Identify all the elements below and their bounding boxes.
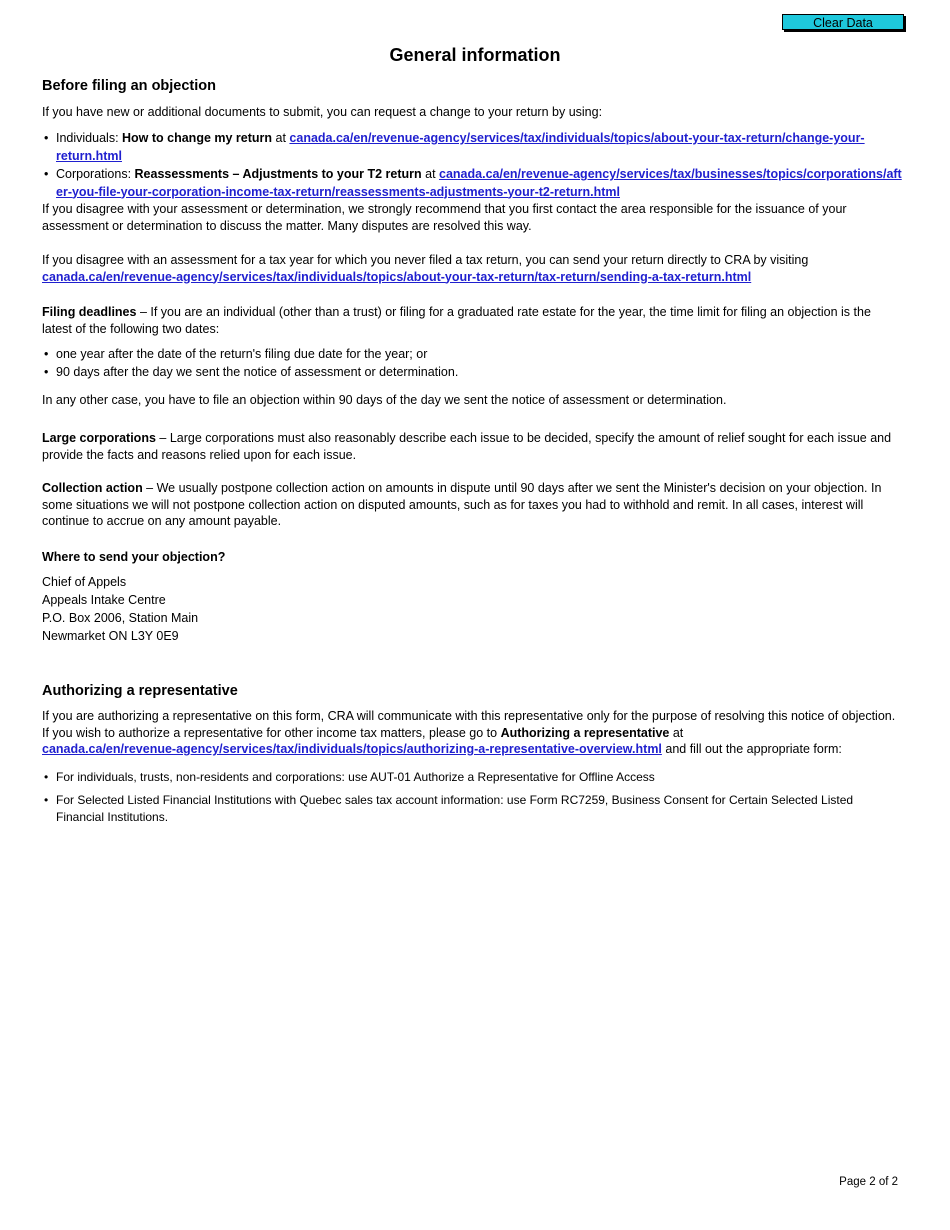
before-filing-intro: If you have new or additional documents to submit, you can request a change to your return by using: (42, 105, 603, 119)
before-filing-heading: Before filing an objection (42, 78, 217, 94)
filing-deadlines-paragraph: Filing deadlines – If you are an individual (other than a trust) or filing for a graduated rate estate for the year, the time limit for filing an objection is the latest of the following two dates: (42, 305, 871, 336)
mailing-address (42, 573, 904, 645)
other-case-paragraph: In any other case, you have to file an objection within 90 days of the day we sent the notice of assessment or determination. (42, 393, 727, 407)
address-line: Chief of Appels (42, 575, 127, 589)
clear-data-button[interactable]: Clear Data (782, 14, 904, 30)
corporations-reassessments-link[interactable]: canada.ca/en/revenue-agency/services/tax/businesses/topics/corporations/after-you-file-your-corporation-income-tax-return/reassessments-adjustments-your-t2-return.html (56, 167, 902, 199)
list-item: • For Selected Listed Financial Institutions with Quebec sales tax account information: use Form RC7259, Business Consent for Certain Selected Listed Financial Institutions. (42, 792, 904, 826)
where-to-send-heading: Where to send your objection? (42, 550, 226, 564)
address-line: Appeals Intake Centre (42, 593, 166, 607)
authorizing-heading: Authorizing a representative (42, 683, 238, 699)
list-item: • For individuals, trusts, non-residents and corporations: use AUT-01 Authorize a Representative for Offline Access (42, 769, 904, 786)
list-item: • Individuals: How to change my return at canada.ca/en/revenue-agency/services/tax/individuals/topics/about-your-tax-return/change-your-return.html (42, 130, 904, 165)
sending-tax-return-link[interactable]: canada.ca/en/revenue-agency/services/tax/individuals/topics/about-your-tax-return/tax-return/sending-a-tax-return.html (42, 269, 752, 284)
disagree-paragraph: If you disagree with your assessment or determination, we strongly recommend that you first contact the area responsible for the issuance of your assessment or determination to discuss the matter. Many disputes are resolved this way. (42, 202, 847, 233)
page-number: Page 2 of 2 (839, 1176, 898, 1188)
authorizing-representative-link[interactable]: canada.ca/en/revenue-agency/services/tax/individuals/topics/authorizing-a-representative-overview.html (42, 742, 662, 756)
filing-deadlines-list (42, 345, 904, 381)
authorizing-forms-list (42, 769, 904, 826)
collection-action-paragraph: Collection action – We usually postpone collection action on amounts in dispute until 90 days after we sent the Minister's decision on your objection. In some situations we will not postpone collection action on disputed amounts, such as for taxes you had to withhold and remit. In all cases, interest will continue to accrue on any amount payable. (42, 481, 882, 528)
large-corporations-paragraph: Large corporations – Large corporations must also reasonably describe each issue to be decided, specify the amount of relief sought for each issue and provide the facts and reasons relied upon for each issue. (42, 431, 892, 462)
change-return-list (42, 130, 904, 201)
list-item: • Corporations: Reassessments – Adjustments to your T2 return at canada.ca/en/revenue-agency/services/tax/businesses/topics/corporations/after-you-file-your-corporation-income-tax-return/reassessments-adjustments-your-t2-return.html (42, 166, 904, 201)
list-item: • one year after the date of the return's filing due date for the year; or (42, 345, 904, 363)
never-filed-paragraph: If you disagree with an assessment for a tax year for which you never filed a tax return, you can send your return directly to CRA by visiting canada.ca/en/revenue-agency/services/tax/individuals/topics/about-your-tax-return/tax-return/sending-a-tax-return.html (42, 253, 809, 284)
authorizing-paragraph: If you are authorizing a representative on this form, CRA will communicate with this representative only for the purpose of resolving this notice of objection. If you wish to authorize a representative for other income tax matters, please go to Authorizing a representative at canada.ca/en/revenue-agency/services/tax/individuals/topics/authorizing-a-representative-overview.html and fill out the appropriate form: (42, 709, 896, 756)
address-line: Newmarket ON L3Y 0E9 (42, 629, 179, 643)
list-item: • 90 days after the day we sent the notice of assessment or determination. (42, 363, 904, 381)
address-line: P.O. Box 2006, Station Main (42, 611, 199, 625)
individuals-change-return-link[interactable]: canada.ca/en/revenue-agency/services/tax/individuals/topics/about-your-tax-return/change-your-return.html (56, 131, 865, 163)
page-title: General information (389, 45, 561, 65)
